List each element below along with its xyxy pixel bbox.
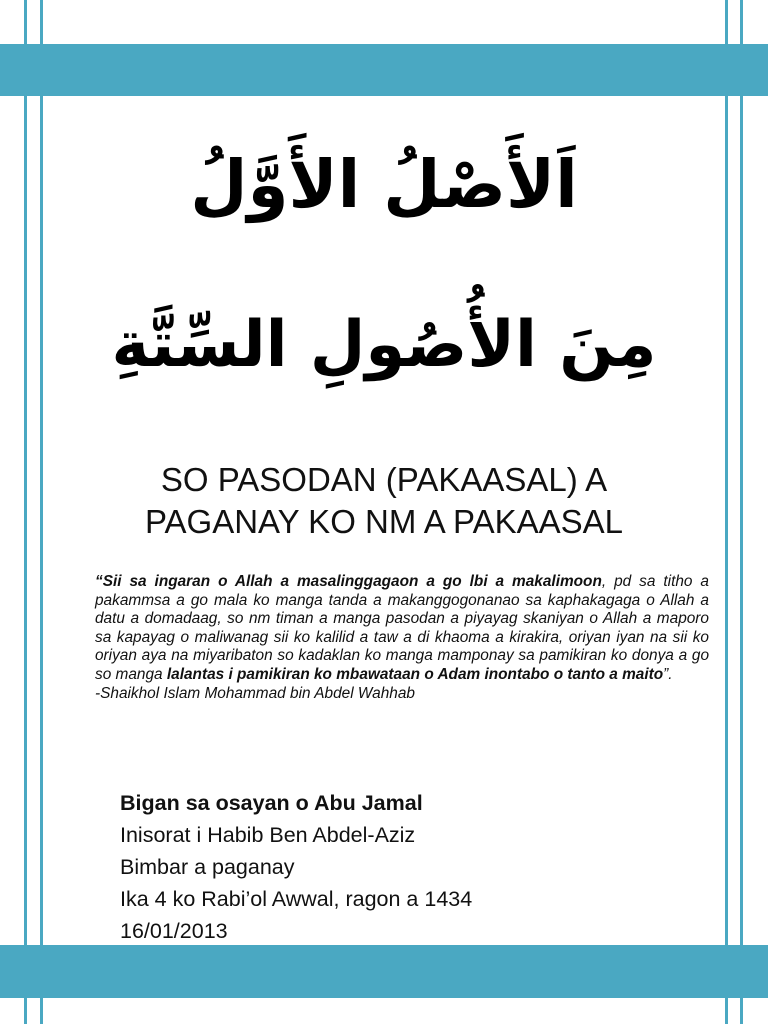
title-line-2: PAGANAY KO NM A PAKAASAL [144,503,624,540]
quote-block [95,573,709,703]
left-border-line-outer [24,0,27,1024]
edition-line: Bimbar a paganay [120,855,295,879]
arabic-title-line-2: مِنَ الأُصُولِ السِّتَّةِ [111,308,657,382]
bottom-accent-band [0,945,768,998]
date-line: 16/01/2013 [120,919,228,943]
writer-line: Inisorat i Habib Ben Abdel-Aziz [120,823,416,847]
quote-body: , pd sa titho a pakammsa a go mala ko manga tanda a makanggogonanao sa kaphakagaga o Allah a datu a domadaag, so nm timan a manga pasodan a piyayag skaniyan o Allah a maporo sa kapayag o maliwanag sii ko kalilid a taw a di khaoma a kirakira, oriyan iyan na sii ko oriyan aya na miyaribaton so kadaklan ko manga mamponay sa pamikiran ko donya a go so manga [95,573,709,683]
hijri-date-line: Ika 4 ko Rabi’ol Awwal, ragon a 1434 [120,887,473,911]
quote-end-mark: ”. [663,665,673,683]
quote-bold-end: lalantas i pamikiran ko mbawataan o Adam inontabo o tanto a maito [166,665,664,683]
credits-block [120,787,472,947]
quote-bold-start: “Sii sa ingaran o Allah a masalinggagaon a go lbi a makalimoon [95,573,602,590]
arabic-title-line-1: اَلأَصْلُ الأَوَّلُ [190,146,578,223]
quote-attribution: -Shaikhol Islam Mohammad bin Abdel Wahhab [95,684,415,702]
top-accent-band [0,44,768,96]
right-border-line-outer [740,0,743,1024]
author-line: Bigan sa osayan o Abu Jamal [120,791,423,815]
title-line-1: SO PASODAN (PAKAASAL) A [160,461,608,498]
